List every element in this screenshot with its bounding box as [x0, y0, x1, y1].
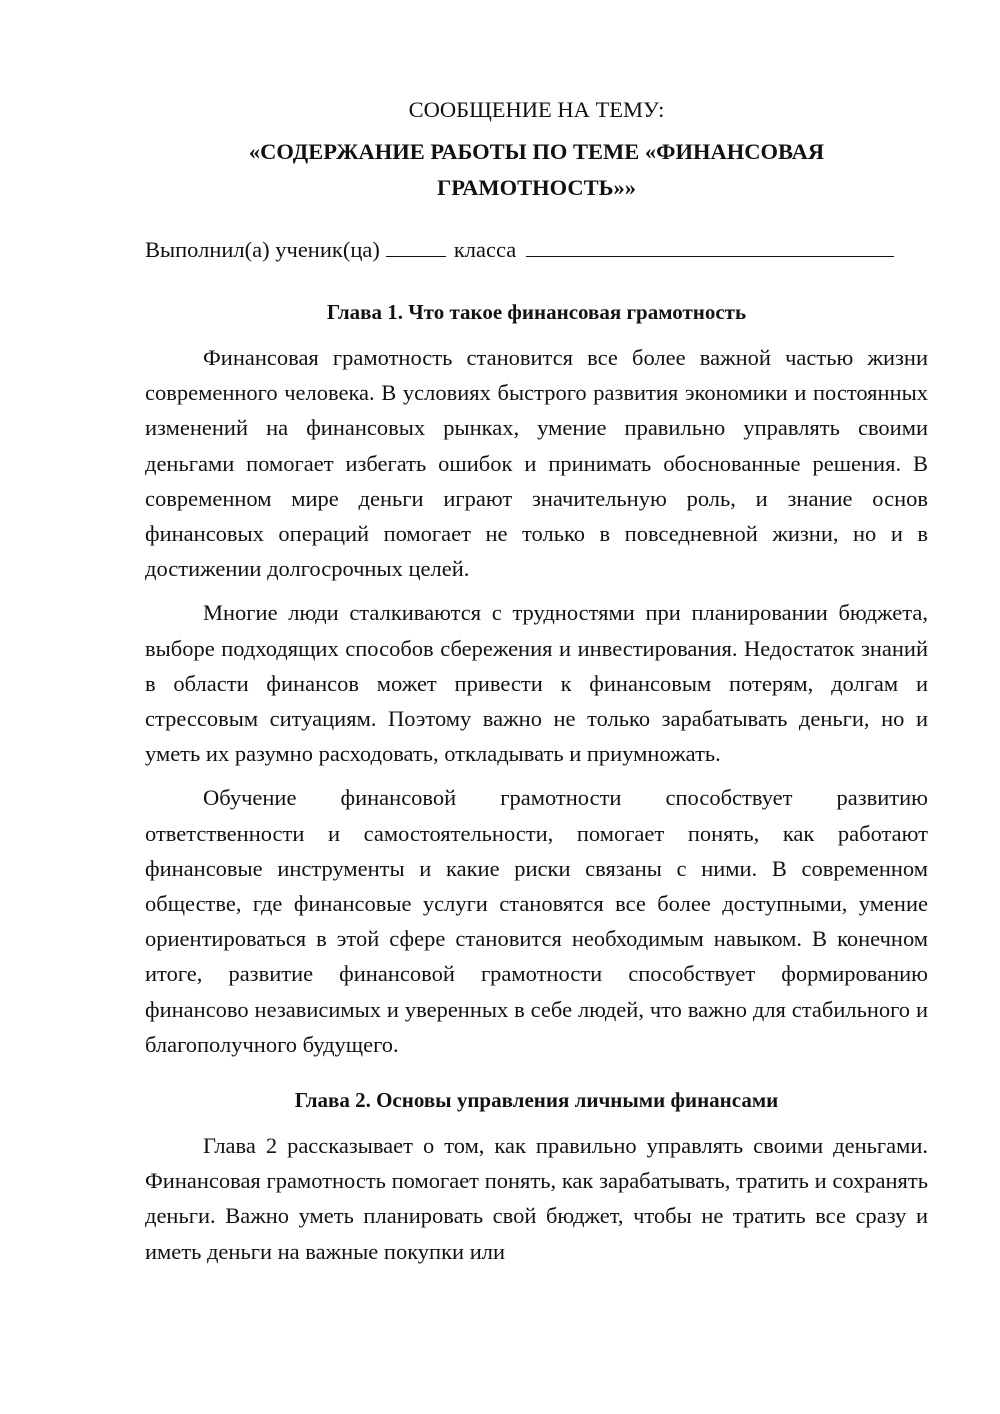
- document-title-line2: ГРАМОТНОСТЬ»»: [436, 175, 637, 200]
- author-name-blank: [526, 255, 894, 257]
- document-title: [145, 134, 928, 206]
- author-line: [145, 228, 928, 272]
- chapter-1-paragraph-1: Финансовая грамотность становится все более важной частью жизни современного человека. В условиях быстрого развития экономики и постоянных изменений на финансовых рынках, умение правильно управлять своими деньгами помогает избегать ошибок и принимать обоснованные решения. В современном мире деньги играют значительную роль, и знание основ финансовых операций помогает не только в повседневной жизни, но и в достижении долгосрочных целей.: [145, 345, 928, 582]
- author-prefix: Выполнил(а) ученик(ца): [145, 237, 380, 262]
- chapter-2-paragraph-1: Глава 2 рассказывает о том, как правильно управлять своими деньгами. Финансовая грамотность помогает понять, как зарабатывать, тратить и сохранять деньги. Важно уметь планировать свой бюджет, чтобы не тратить все сразу и иметь деньги на важные покупки или: [145, 1133, 928, 1264]
- chapter-1-paragraph-3: Обучение финансовой грамотности способствует развитию ответственности и самостоятельности, помогает понять, как работают финансовые инструменты и какие риски связаны с ними. В современном обществе, где финансовые услуги становятся все более доступными, умение ориентироваться в этой сфере становится необходимым навыком. В конечном итоге, развитие финансовой грамотности способствует формированию финансово независимых и уверенных в себе людей, что важно для стабильного и благополучного будущего.: [145, 785, 928, 1057]
- document-heading-label: СООБЩЕНИЕ НА ТЕМУ:: [408, 97, 665, 122]
- chapter-1-title: Глава 1. Что такое финансовая грамотность: [326, 300, 747, 324]
- chapter-2-title: Глава 2. Основы управления личными финансами: [294, 1088, 779, 1113]
- class-number-blank: [386, 255, 446, 257]
- class-word: класса: [453, 237, 517, 262]
- chapter-1-paragraph-2: Многие люди сталкиваются с трудностями при планировании бюджета, выборе подходящих способов сбережения и инвестирования. Недостаток знаний в области финансов может привести к финансовым потерям, долгам и стрессовым ситуациям. Поэтому важно не только зарабатывать деньги, но и уметь их разумно расходовать, откладывать и приумножать.: [145, 600, 928, 767]
- document-title-line1: «СОДЕРЖАНИЕ РАБОТЫ ПО ТЕМЕ «ФИНАНСОВАЯ: [248, 139, 825, 164]
